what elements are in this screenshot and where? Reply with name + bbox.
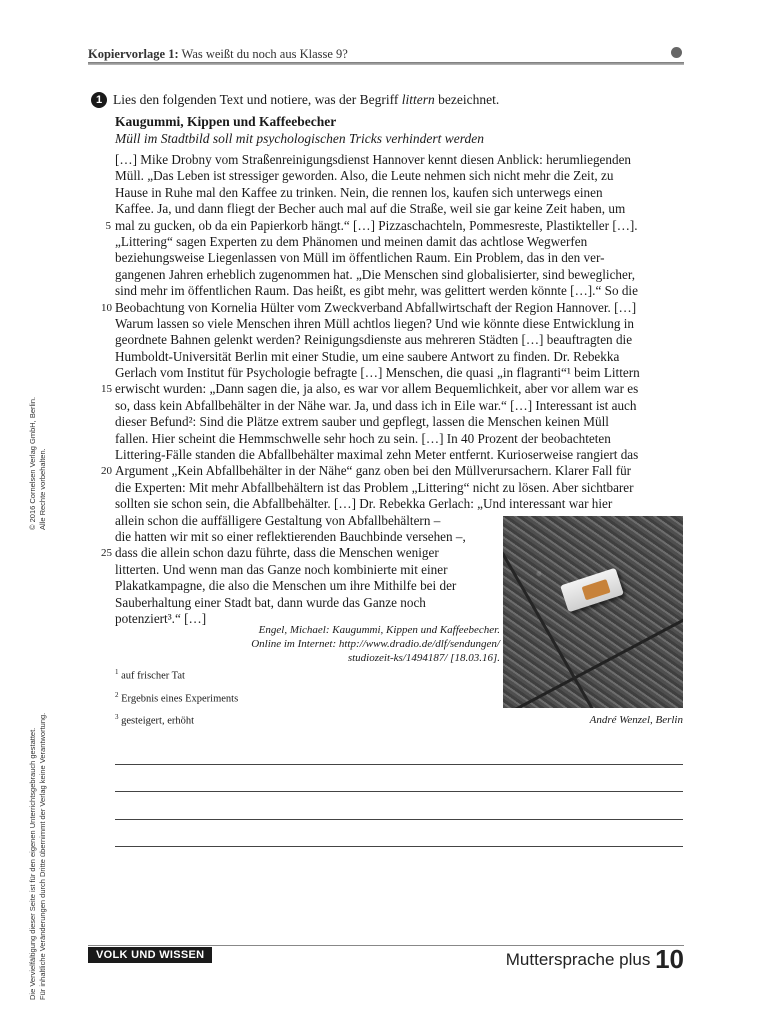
- article-line: [115, 201, 685, 217]
- page-header: [88, 47, 684, 62]
- footnote: $^1$ auf frischer Tat: [115, 668, 185, 682]
- discarded-cup-icon: [560, 568, 624, 613]
- line-text: Kaffee. Ja, und dann fliegt der Becher auch mal auf die Straße, weil sie gar keine Zeit haben, um: [115, 201, 626, 217]
- header-divider: [88, 62, 684, 65]
- line-text: die hatten wir mit so einer reflektierenden Bauchbinde versehen –,: [115, 528, 466, 544]
- answer-line[interactable]: [115, 764, 683, 765]
- line-number: 10: [101, 301, 112, 314]
- article-line: [115, 283, 685, 299]
- paving-seam: [503, 516, 611, 708]
- line-text: Humboldt-Universität Berlin mit einer Studie, um eine saubere Antwort zu finden. Dr. Rebekka: [115, 348, 620, 364]
- line-text: dieser Befund²: Sind die Plätze extrem sauber und gepflegt, lassen die Menschen keinen Müll: [115, 414, 609, 430]
- line-text: fallen. Hier scheint die Hemmschwelle sehr hoch zu sein. […] In 40 Prozent der beobachteten: [115, 430, 611, 446]
- article-line: [115, 168, 685, 184]
- paving-seam: [503, 595, 683, 708]
- line-number: 15: [101, 383, 112, 396]
- article-line: [115, 316, 685, 332]
- line-text: Beobachtung von Kornelia Hülter vom Zweckverband Abfallwirtschaft der Region Hannover. […]: [115, 299, 637, 315]
- line-text: beziehungsweise Liegenlassen von Müll im öffentlichen Raum. Ein Problem, das in den ver-: [115, 250, 605, 266]
- line-text: Argument „Kein Abfallbehälter in der Nähe“ ganz oben bei den Müllverursachern. Klarer Fall für: [115, 463, 632, 479]
- line-text: dass die allein schon dazu führte, dass die Menschen weniger: [115, 545, 439, 561]
- copyright-notice: © 2016 Cornelsen Verlag GmbH, Berlin. Alle Rechte vorbehalten.: [28, 396, 47, 530]
- photo-credit: André Wenzel, Berlin: [589, 714, 683, 726]
- article-line: [115, 234, 685, 250]
- footnote: $^3$ gesteigert, erhöht: [115, 713, 195, 727]
- line-text: sind mehr im öffentlichen Raum. Das heißt, es gibt mehr, was gelittert werden könnte […].“ So die: [115, 283, 638, 299]
- article-line: [115, 480, 685, 496]
- article-line: [115, 447, 685, 463]
- article-title: Kaugummi, Kippen und Kaffeebecher: [115, 114, 337, 129]
- footnote: $^2$ Ergebnis eines Experiments: [115, 690, 239, 704]
- line-text: Müll. „Das Leben ist stressiger geworden. Also, die Leute nehmen sich nicht mehr die Zeit, zu: [115, 168, 614, 184]
- task-instruction: [91, 92, 499, 108]
- article-line: [101, 381, 685, 397]
- line-text: mal zu gucken, ob da ein Papierkorb hängt.“ […] Pizzaschachteln, Pommesreste, Plastikteller […].: [115, 217, 638, 233]
- answer-line[interactable]: [115, 791, 683, 792]
- litter-photo: [503, 516, 683, 708]
- line-text: Sauberhaltung einer Stadt bat, dann wurde das Ganze noch: [115, 594, 426, 610]
- line-text: Littering-Fälle standen die Abfallbehälter maximal zehn Meter entfernt. Kurioserweise rangiert das: [115, 447, 639, 463]
- publisher-logo: VOLK UND WISSEN: [88, 947, 212, 963]
- article-line: [105, 217, 685, 234]
- header-dot-icon: [671, 47, 682, 58]
- article-line: [101, 299, 685, 316]
- article-subtitle: Müll im Stadtbild soll mit psychologischen Tricks verhindert werden: [115, 131, 484, 146]
- article-line: [115, 414, 685, 430]
- line-text: allein schon die auffälligere Gestaltung von Abfallbehältern –: [115, 512, 441, 528]
- header-title: Was weißt du noch aus Klasse 9?: [181, 47, 348, 61]
- line-text: so, dass kein Abfallbehälter in der Nähe war. Ja, und dass ich in Eile war.“ […] Interessant ist auch: [115, 397, 637, 413]
- article-source: Engel, Michael: Kaugummi, Kippen und Kaffeebecher. Online im Internet: http://www.dradio.de/dlf/sendungen/ studiozeit-ks/1494187/ [18.03.16].: [251, 624, 500, 664]
- article-line: [115, 496, 685, 512]
- article-line: [101, 463, 685, 479]
- line-text: „Littering“ sagen Experten zu dem Phänomen und meinen damit das achtlose Wegwerfen: [115, 233, 588, 249]
- line-text: Hause in Ruhe mal den Kaffee zu trinken. Nein, die rennen los, kaufen sich unterwegs einen: [115, 184, 603, 200]
- article-line: [115, 398, 685, 414]
- line-text: gangenen Jahren erheblich zugenommen hat. „Die Menschen sind globalisierter, sind beweglicher,: [115, 266, 636, 282]
- task-text: Lies den folgenden Text und notiere, was der Begriff littern bezeichnet.: [113, 92, 500, 107]
- line-text: Warum lassen so viele Menschen ihren Müll achtlos liegen? Und wie könnte diese Entwicklung in: [115, 315, 634, 331]
- article-line: [115, 185, 685, 201]
- line-number: 20: [101, 465, 112, 478]
- article-line: [115, 365, 685, 381]
- line-number: 5: [105, 219, 111, 232]
- line-text: potenziert³.“ […]: [115, 610, 207, 626]
- article-line: [115, 349, 685, 365]
- line-text: geordnete Bahnen gelenkt werden? Reinigungsdienste aus mehreren Städten […] beauftragten die: [115, 332, 633, 348]
- answer-line[interactable]: [115, 846, 683, 847]
- article-line: [115, 250, 685, 266]
- line-text: sollten sie schon sein, die Abfallbehälter. […] Dr. Rebekka Gerlach: „Und interessant war hier: [115, 496, 613, 512]
- answer-line[interactable]: [115, 819, 683, 820]
- article-line: [115, 152, 685, 168]
- usage-notice: Die Vervielfältigung dieser Seite ist für den eigenen Unterrichtsgebrauch gestattet. Für inhaltliche Veränderungen durch Dritte übernimmt der Verlag keine Verantwortung.: [28, 712, 47, 1000]
- article-line: [115, 431, 685, 447]
- footnotes: [115, 663, 238, 731]
- line-text: Plakatkampagne, die also die Menschen um ihre Mithilfe bei der: [115, 578, 457, 594]
- task-number-badge: 1: [91, 92, 107, 108]
- line-text: litterten. Und wenn man das Ganze noch kombinierte mit einer: [115, 561, 448, 577]
- task-term: littern: [401, 92, 435, 107]
- line-text: die Experten: Mit mehr Abfallbehältern ist das Problem „Littering“ nicht zu lösen. Aber sichtbarer: [115, 479, 634, 495]
- line-text: […] Mike Drobny vom Straßenreinigungsdienst Hannover kennt diesen Anblick: herumliegenden: [115, 152, 632, 167]
- series-brand: Muttersprache plus 10: [505, 944, 684, 974]
- article-line: [115, 267, 685, 283]
- line-text: Gerlach vom Institut für Psychologie befragte […] Menschen, die quasi „in flagranti“¹ beim Littern: [115, 365, 640, 381]
- header-label: Kopiervorlage 1:: [88, 47, 179, 61]
- article-line: [115, 332, 685, 348]
- line-number: 25: [101, 547, 112, 560]
- line-text: erwischt wurden: „Dann sagen die, ja also, es war vor allem Bequemlichkeit, aber vor allem war es: [115, 381, 639, 397]
